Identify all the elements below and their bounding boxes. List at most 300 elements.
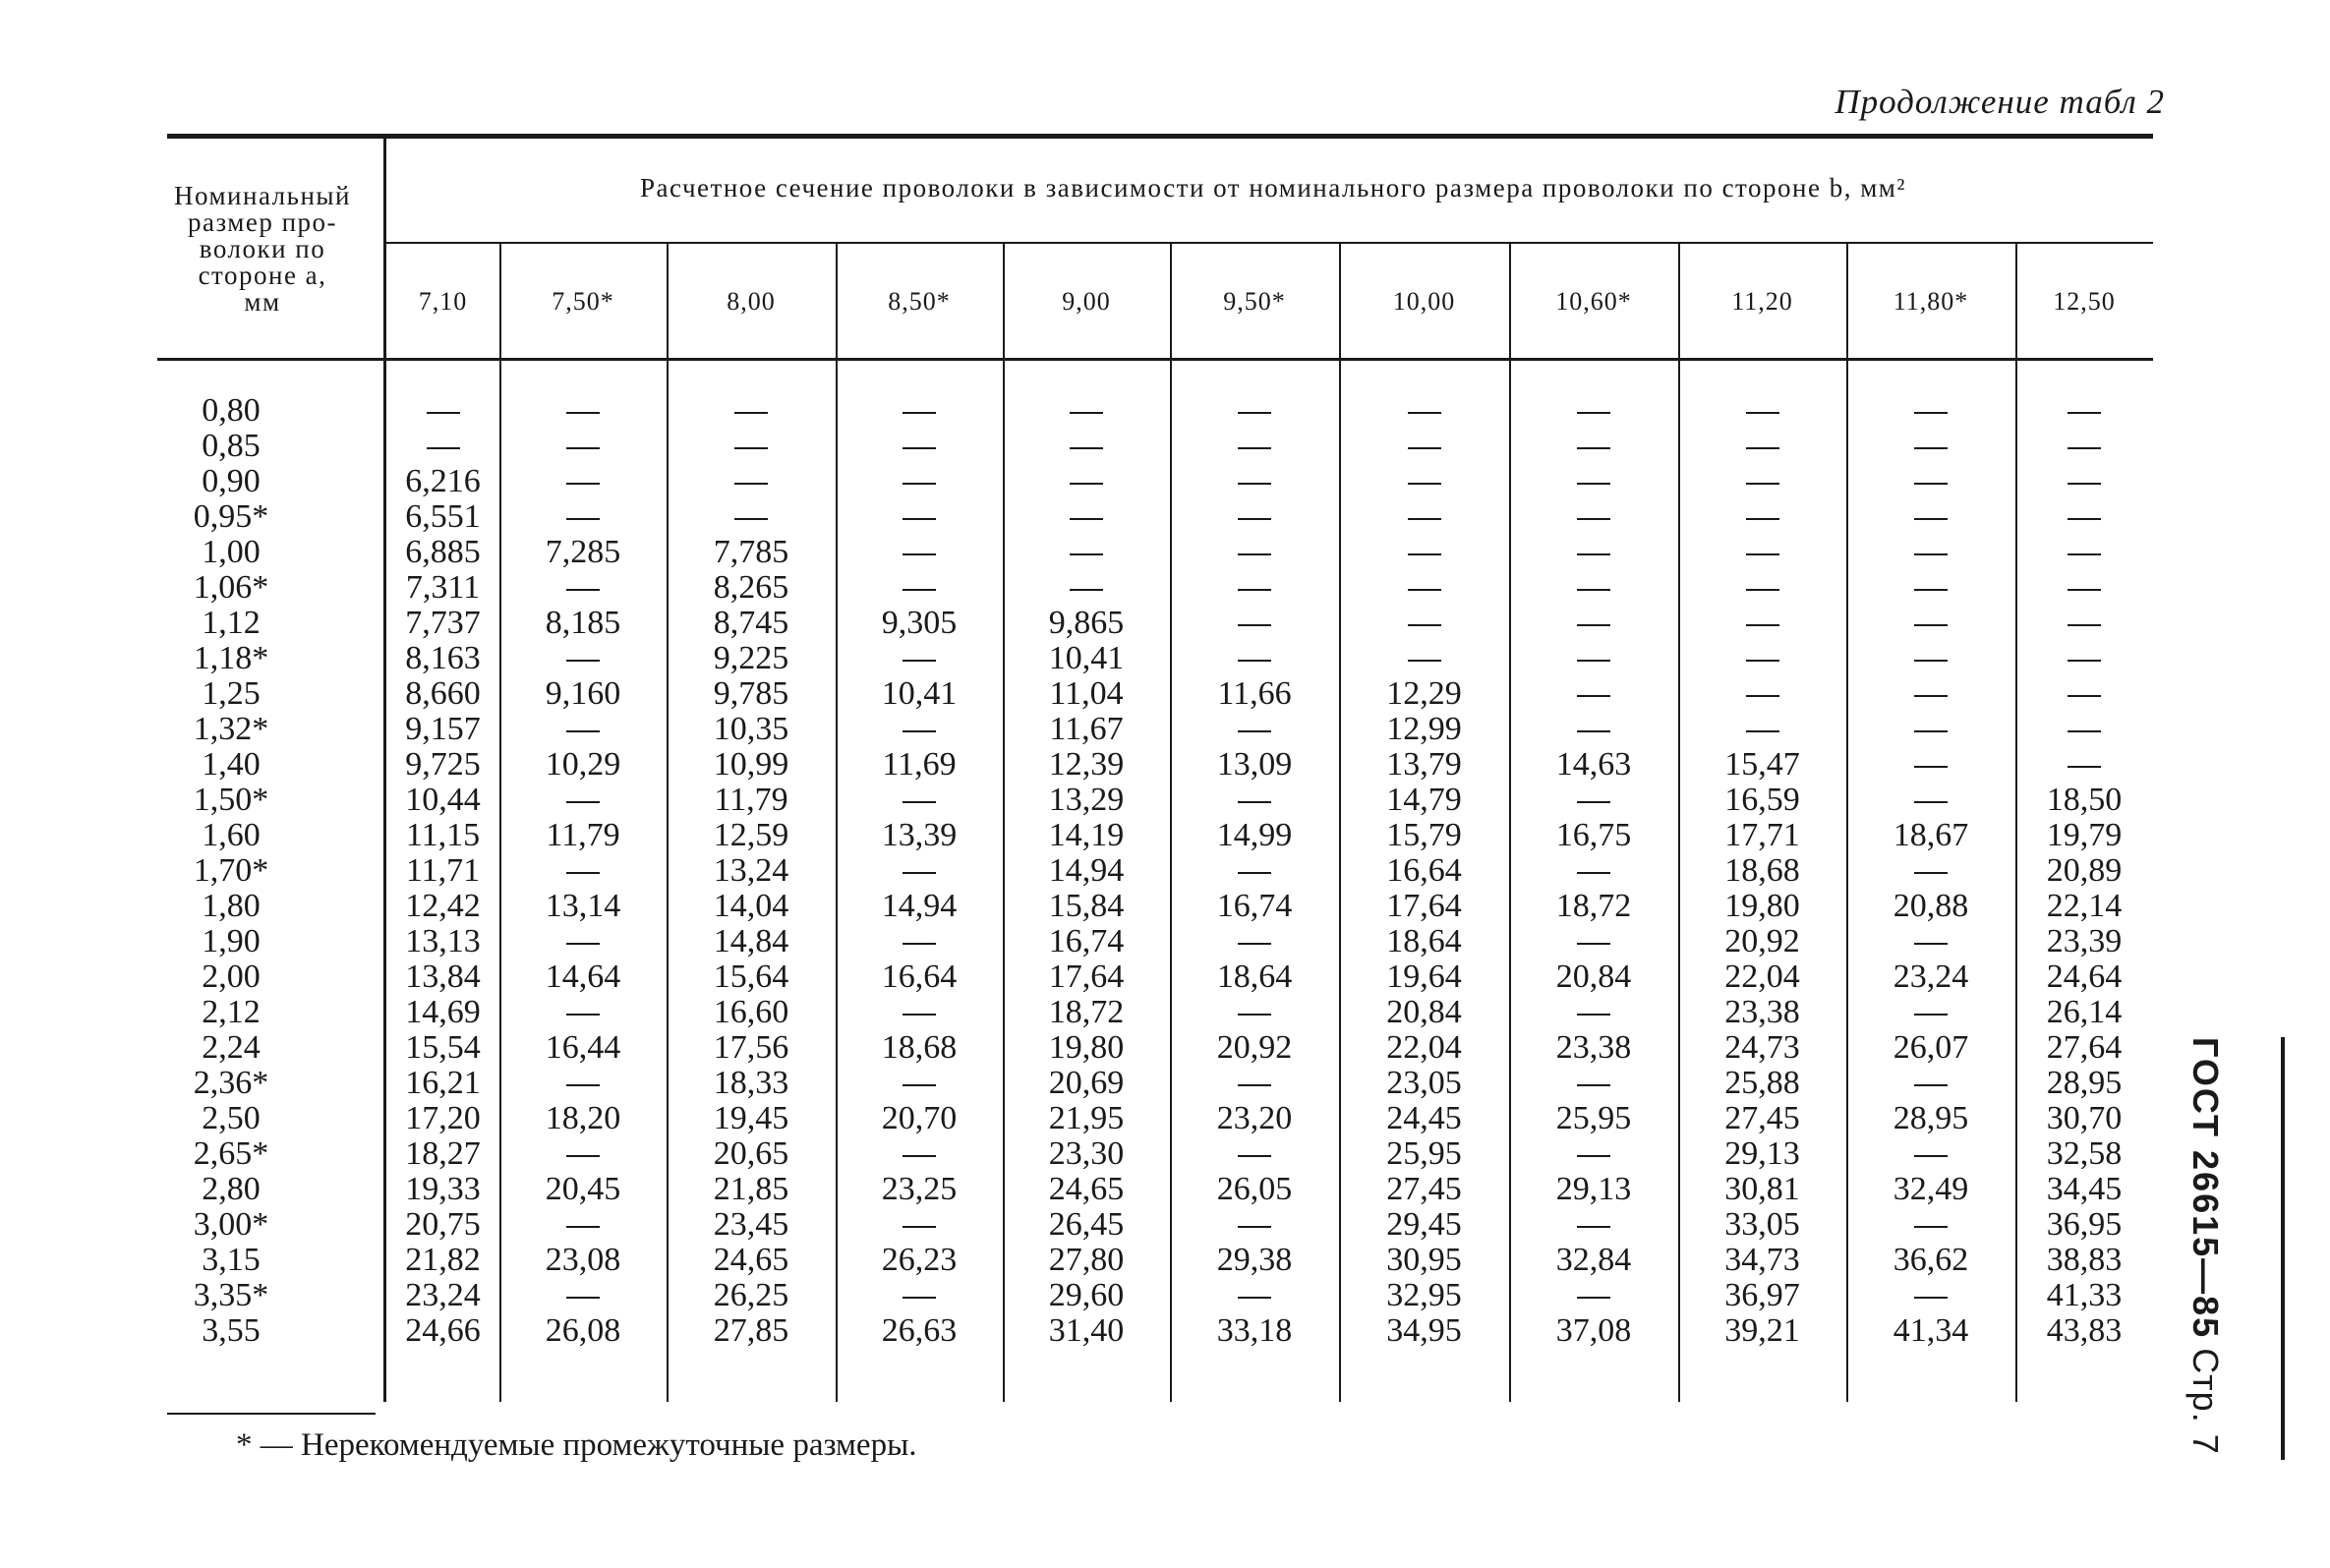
size-a-cell: 0,80	[202, 392, 261, 429]
empty-cell	[1339, 429, 1509, 464]
empty-cell	[667, 429, 836, 464]
size-a-cell: 1,12	[202, 605, 261, 641]
empty-cell	[1003, 393, 1170, 429]
empty-cell	[1846, 853, 2015, 889]
empty-cell	[1846, 924, 2015, 959]
dash-mark	[1914, 943, 1948, 945]
dash-mark	[1238, 730, 1271, 732]
column-header: 9,50*	[1223, 287, 1286, 316]
dash-mark	[1238, 1084, 1271, 1086]
section-value: 26,07	[1893, 1029, 1969, 1066]
empty-cell	[1170, 393, 1339, 429]
empty-cell	[836, 995, 1003, 1030]
empty-cell	[1170, 924, 1339, 959]
section-value: 26,45	[1048, 1206, 1125, 1243]
size-a-header-line: мм	[244, 287, 281, 317]
dash-mark	[1070, 518, 1103, 520]
side-rule	[2281, 1037, 2285, 1460]
dash-mark	[1914, 553, 1948, 555]
section-value: 29,13	[1724, 1135, 1800, 1172]
empty-cell	[386, 393, 499, 429]
empty-cell	[2015, 747, 2153, 783]
section-value: 36,95	[2046, 1206, 2123, 1243]
empty-cell	[499, 1278, 667, 1313]
dash-mark	[1914, 624, 1948, 626]
section-value: 20,69	[1048, 1065, 1125, 1101]
standard-page-label	[2181, 1037, 2230, 1509]
dash-mark	[1408, 483, 1441, 485]
size-a-column	[157, 393, 305, 1349]
empty-cell	[2015, 393, 2153, 429]
empty-cell	[836, 1136, 1003, 1172]
dash-mark	[1577, 660, 1610, 662]
section-value: 14,84	[713, 923, 789, 959]
section-value: 13,09	[1216, 746, 1293, 783]
section-value: 9,225	[713, 640, 789, 676]
empty-cell	[1509, 464, 1678, 499]
section-value: 32,49	[1893, 1171, 1969, 1207]
section-value: 11,79	[714, 782, 788, 818]
section-value: 8,163	[405, 640, 481, 676]
dash-mark	[1070, 447, 1103, 449]
dash-mark	[1238, 872, 1271, 874]
section-value: 7,785	[713, 534, 789, 570]
empty-cell	[1509, 429, 1678, 464]
empty-cell	[2015, 499, 2153, 535]
empty-cell	[836, 1066, 1003, 1101]
value-column	[1170, 393, 1339, 1349]
section-value: 34,95	[1386, 1312, 1462, 1349]
section-value: 13,24	[713, 852, 789, 889]
section-value: 18,64	[1386, 923, 1462, 959]
section-value: 26,08	[545, 1312, 621, 1349]
value-column	[1509, 393, 1678, 1349]
empty-cell	[836, 535, 1003, 570]
dash-mark	[1914, 1226, 1948, 1228]
dash-mark	[1577, 1226, 1610, 1228]
size-a-header	[159, 183, 366, 316]
section-value: 9,305	[881, 605, 958, 641]
empty-cell	[836, 1278, 1003, 1313]
empty-cell	[1846, 995, 2015, 1030]
empty-cell	[499, 570, 667, 606]
dash-mark	[1577, 801, 1610, 803]
section-value: 14,99	[1216, 817, 1293, 853]
dash-mark	[903, 518, 936, 520]
empty-cell	[1846, 783, 2015, 818]
section-value: 6,885	[405, 534, 481, 570]
section-value: 18,67	[1893, 817, 1969, 853]
section-value: 19,45	[713, 1100, 789, 1136]
section-value: 6,551	[405, 498, 481, 535]
empty-cell	[836, 393, 1003, 429]
section-value: 15,47	[1724, 746, 1800, 783]
section-value: 23,38	[1555, 1029, 1632, 1066]
standard-number: ГОСТ 26615—85	[2185, 1037, 2226, 1340]
dash-mark	[1238, 660, 1271, 662]
dash-mark	[2068, 412, 2101, 414]
empty-cell	[1509, 606, 1678, 641]
empty-cell	[2015, 570, 2153, 606]
dash-mark	[903, 553, 936, 555]
dash-mark	[1408, 518, 1441, 520]
dash-mark	[1238, 943, 1271, 945]
section-value: 32,95	[1386, 1277, 1462, 1313]
section-value: 20,92	[1216, 1029, 1293, 1066]
empty-cell	[1170, 1278, 1339, 1313]
dash-mark	[1577, 412, 1610, 414]
size-a-cell: 0,95*	[193, 498, 269, 535]
dash-mark	[2068, 660, 2101, 662]
dash-mark	[903, 483, 936, 485]
section-value: 10,99	[713, 746, 789, 783]
dash-mark	[427, 447, 460, 449]
empty-cell	[1846, 1066, 2015, 1101]
column-header: 7,50*	[552, 287, 614, 316]
empty-cell	[499, 924, 667, 959]
section-value: 16,59	[1724, 782, 1800, 818]
footnote-rule	[167, 1413, 376, 1415]
section-value: 11,15	[405, 817, 481, 853]
empty-cell	[1509, 783, 1678, 818]
dash-mark	[903, 801, 936, 803]
dash-mark	[1577, 695, 1610, 697]
section-value: 23,39	[2046, 923, 2123, 959]
section-value: 14,94	[1048, 852, 1125, 889]
section-value: 27,45	[1724, 1100, 1800, 1136]
dash-mark	[1914, 1297, 1948, 1299]
empty-cell	[1509, 1136, 1678, 1172]
section-value: 7,311	[405, 569, 481, 606]
dash-mark	[1914, 1084, 1948, 1086]
empty-cell	[1003, 535, 1170, 570]
empty-cell	[1170, 853, 1339, 889]
empty-cell	[1339, 535, 1509, 570]
section-value: 18,68	[881, 1029, 958, 1066]
section-value: 20,88	[1893, 888, 1969, 924]
dash-mark	[1914, 872, 1948, 874]
dash-mark	[1746, 695, 1779, 697]
empty-cell	[1678, 641, 1846, 676]
section-value: 26,05	[1216, 1171, 1293, 1207]
empty-cell	[2015, 535, 2153, 570]
dash-mark	[1408, 412, 1441, 414]
size-a-cell: 3,55	[202, 1312, 261, 1349]
column-header: 12,50	[2053, 287, 2116, 316]
size-a-cell: 1,40	[202, 746, 261, 783]
empty-cell	[1846, 1207, 2015, 1243]
dash-mark	[1238, 483, 1271, 485]
dash-mark	[1914, 447, 1948, 449]
section-value: 20,84	[1555, 958, 1632, 995]
section-value: 16,74	[1048, 923, 1125, 959]
size-a-cell: 1,80	[202, 888, 261, 924]
empty-cell	[1509, 853, 1678, 889]
section-value: 31,40	[1048, 1312, 1125, 1349]
empty-cell	[836, 641, 1003, 676]
section-value: 23,25	[881, 1171, 958, 1207]
dash-mark	[734, 447, 768, 449]
section-value: 21,95	[1048, 1100, 1125, 1136]
empty-cell	[499, 641, 667, 676]
section-value: 16,64	[1386, 852, 1462, 889]
dash-mark	[1408, 624, 1441, 626]
empty-cell	[1678, 499, 1846, 535]
column-header: 8,00	[727, 287, 776, 316]
size-a-cell: 2,12	[202, 994, 261, 1030]
dash-mark	[2068, 730, 2101, 732]
dash-mark	[903, 943, 936, 945]
section-value: 13,39	[881, 817, 958, 853]
dash-mark	[566, 1014, 600, 1016]
section-value: 34,73	[1724, 1242, 1800, 1278]
column-header: 8,50*	[888, 287, 951, 316]
dash-mark	[1746, 730, 1779, 732]
empty-cell	[2015, 641, 2153, 676]
dash-mark	[2068, 589, 2101, 591]
dash-mark	[1914, 766, 1948, 768]
empty-cell	[836, 464, 1003, 499]
dash-mark	[1238, 624, 1271, 626]
dash-mark	[1914, 695, 1948, 697]
empty-cell	[1170, 1207, 1339, 1243]
section-value: 11,66	[1217, 675, 1292, 712]
section-value: 20,84	[1386, 994, 1462, 1030]
section-value: 15,79	[1386, 817, 1462, 853]
section-value: 14,19	[1048, 817, 1125, 853]
column-header: 10,60*	[1555, 287, 1632, 316]
value-column	[836, 393, 1003, 1349]
dash-mark	[1408, 553, 1441, 555]
section-value: 20,45	[545, 1171, 621, 1207]
section-value: 8,265	[713, 569, 789, 606]
empty-cell	[1339, 641, 1509, 676]
section-value: 10,44	[405, 782, 481, 818]
section-value: 33,18	[1216, 1312, 1293, 1349]
section-value: 11,04	[1049, 675, 1124, 712]
empty-cell	[1170, 570, 1339, 606]
section-value: 8,660	[405, 675, 481, 712]
dash-mark	[2068, 518, 2101, 520]
size-a-cell: 2,80	[202, 1171, 261, 1207]
empty-cell	[499, 429, 667, 464]
section-value: 15,54	[405, 1029, 481, 1066]
section-value: 9,865	[1048, 605, 1125, 641]
size-a-cell: 2,50	[202, 1100, 261, 1136]
empty-cell	[2015, 606, 2153, 641]
size-a-cell: 2,36*	[193, 1065, 269, 1101]
size-a-cell: 2,00	[202, 958, 261, 995]
column-header: 10,00	[1392, 287, 1456, 316]
empty-cell	[1846, 570, 2015, 606]
empty-cell	[1678, 606, 1846, 641]
dash-mark	[1577, 447, 1610, 449]
section-value: 28,95	[1893, 1100, 1969, 1136]
section-value: 6,216	[405, 463, 481, 499]
empty-cell	[1170, 1066, 1339, 1101]
empty-cell	[836, 499, 1003, 535]
section-value: 14,04	[713, 888, 789, 924]
section-value: 21,85	[713, 1171, 789, 1207]
dash-mark	[1238, 553, 1271, 555]
empty-cell	[1509, 641, 1678, 676]
dash-mark	[1746, 553, 1779, 555]
empty-cell	[499, 1066, 667, 1101]
empty-cell	[1678, 570, 1846, 606]
dash-mark	[1070, 553, 1103, 555]
dash-mark	[1577, 872, 1610, 874]
section-value: 41,33	[2046, 1277, 2123, 1313]
section-value: 12,29	[1386, 675, 1462, 712]
empty-cell	[1678, 464, 1846, 499]
empty-cell	[499, 1136, 667, 1172]
section-value: 23,24	[405, 1277, 481, 1313]
section-value: 26,25	[713, 1277, 789, 1313]
dash-mark	[1746, 589, 1779, 591]
size-a-cell: 0,85	[202, 428, 261, 464]
size-a-cell: 1,18*	[193, 640, 269, 676]
section-value: 17,64	[1048, 958, 1125, 995]
dash-mark	[1238, 447, 1271, 449]
dash-mark	[2068, 483, 2101, 485]
section-value: 16,64	[881, 958, 958, 995]
section-value: 32,84	[1555, 1242, 1632, 1278]
dash-mark	[734, 412, 768, 414]
section-value: 20,89	[2046, 852, 2123, 889]
empty-cell	[1339, 464, 1509, 499]
section-value: 11,79	[546, 817, 620, 853]
empty-cell	[1170, 499, 1339, 535]
size-a-header-line: Номинальный	[173, 181, 352, 210]
section-value: 26,63	[881, 1312, 958, 1349]
dash-mark	[734, 483, 768, 485]
dash-mark	[566, 660, 600, 662]
dash-mark	[903, 872, 936, 874]
size-a-header-line: волоки по	[199, 234, 326, 263]
empty-cell	[499, 393, 667, 429]
size-a-cell: 1,90	[202, 923, 261, 959]
section-value: 24,65	[1048, 1171, 1125, 1207]
empty-cell	[1846, 535, 2015, 570]
empty-cell	[1678, 393, 1846, 429]
section-value: 7,285	[545, 534, 621, 570]
empty-cell	[1509, 499, 1678, 535]
size-a-cell: 0,90	[202, 463, 261, 499]
dash-mark	[903, 730, 936, 732]
dash-mark	[903, 589, 936, 591]
dash-mark	[566, 1226, 600, 1228]
section-value: 29,45	[1386, 1206, 1462, 1243]
section-value: 12,99	[1386, 711, 1462, 747]
dash-mark	[1577, 1084, 1610, 1086]
dash-mark	[1238, 589, 1271, 591]
section-value: 23,38	[1724, 994, 1800, 1030]
continuation-label: Продолжение табл 2	[1835, 83, 2165, 121]
empty-cell	[1509, 535, 1678, 570]
dash-mark	[1914, 660, 1948, 662]
empty-cell	[1170, 535, 1339, 570]
empty-cell	[1003, 570, 1170, 606]
section-value: 20,75	[405, 1206, 481, 1243]
section-value: 14,63	[1555, 746, 1632, 783]
section-value: 29,60	[1048, 1277, 1125, 1313]
section-value: 13,79	[1386, 746, 1462, 783]
empty-cell	[2015, 429, 2153, 464]
section-value: 18,27	[405, 1135, 481, 1172]
section-value: 27,85	[713, 1312, 789, 1349]
dash-mark	[2068, 766, 2101, 768]
section-value: 13,84	[405, 958, 481, 995]
section-header: Расчетное сечение проволоки в зависимости от номинального размера проволоки по стороне b, мм²	[640, 173, 1906, 203]
section-value: 14,69	[405, 994, 481, 1030]
section-value: 19,79	[2046, 817, 2123, 853]
empty-cell	[1170, 995, 1339, 1030]
section-value: 13,14	[545, 888, 621, 924]
dash-mark	[1070, 412, 1103, 414]
section-value: 10,29	[545, 746, 621, 783]
section-value: 41,34	[1893, 1312, 1969, 1349]
empty-cell	[1846, 499, 2015, 535]
section-value: 16,75	[1555, 817, 1632, 853]
empty-cell	[1509, 995, 1678, 1030]
empty-cell	[1846, 641, 2015, 676]
section-value: 16,44	[545, 1029, 621, 1066]
size-a-cell: 1,25	[202, 675, 261, 712]
section-value: 11,69	[882, 746, 957, 783]
dash-mark	[566, 943, 600, 945]
empty-cell	[836, 924, 1003, 959]
dash-mark	[2068, 553, 2101, 555]
section-value: 36,62	[1893, 1242, 1969, 1278]
section-value: 24,64	[2046, 958, 2123, 995]
section-value: 10,41	[1048, 640, 1125, 676]
dash-mark	[1746, 624, 1779, 626]
value-column	[1003, 393, 1170, 1349]
dash-mark	[1070, 483, 1103, 485]
size-a-header-line: размер про-	[187, 207, 338, 237]
size-a-cell: 1,60	[202, 817, 261, 853]
empty-cell	[1339, 570, 1509, 606]
dash-mark	[1238, 1014, 1271, 1016]
empty-cell	[1170, 641, 1339, 676]
empty-cell	[1003, 464, 1170, 499]
section-value: 24,73	[1724, 1029, 1800, 1066]
empty-cell	[386, 429, 499, 464]
section-value: 15,64	[713, 958, 789, 995]
empty-cell	[499, 712, 667, 747]
section-value: 13,29	[1048, 782, 1125, 818]
dash-mark	[1577, 1155, 1610, 1157]
dash-mark	[1914, 483, 1948, 485]
column-header: 7,10	[418, 287, 468, 316]
section-value: 24,65	[713, 1242, 789, 1278]
dash-mark	[1577, 730, 1610, 732]
empty-cell	[667, 393, 836, 429]
subheader-rule	[385, 242, 2153, 244]
dash-mark	[1577, 1014, 1610, 1016]
dash-mark	[566, 1297, 600, 1299]
size-a-cell: 1,00	[202, 534, 261, 570]
empty-cell	[2015, 676, 2153, 712]
size-a-cell: 1,70*	[193, 852, 269, 889]
size-a-cell: 3,00*	[193, 1206, 269, 1243]
dash-mark	[1914, 1155, 1948, 1157]
empty-cell	[1678, 535, 1846, 570]
section-value: 25,88	[1724, 1065, 1800, 1101]
page-number: Стр. 7	[2185, 1348, 2226, 1455]
section-value: 23,08	[545, 1242, 621, 1278]
value-column	[499, 393, 667, 1349]
